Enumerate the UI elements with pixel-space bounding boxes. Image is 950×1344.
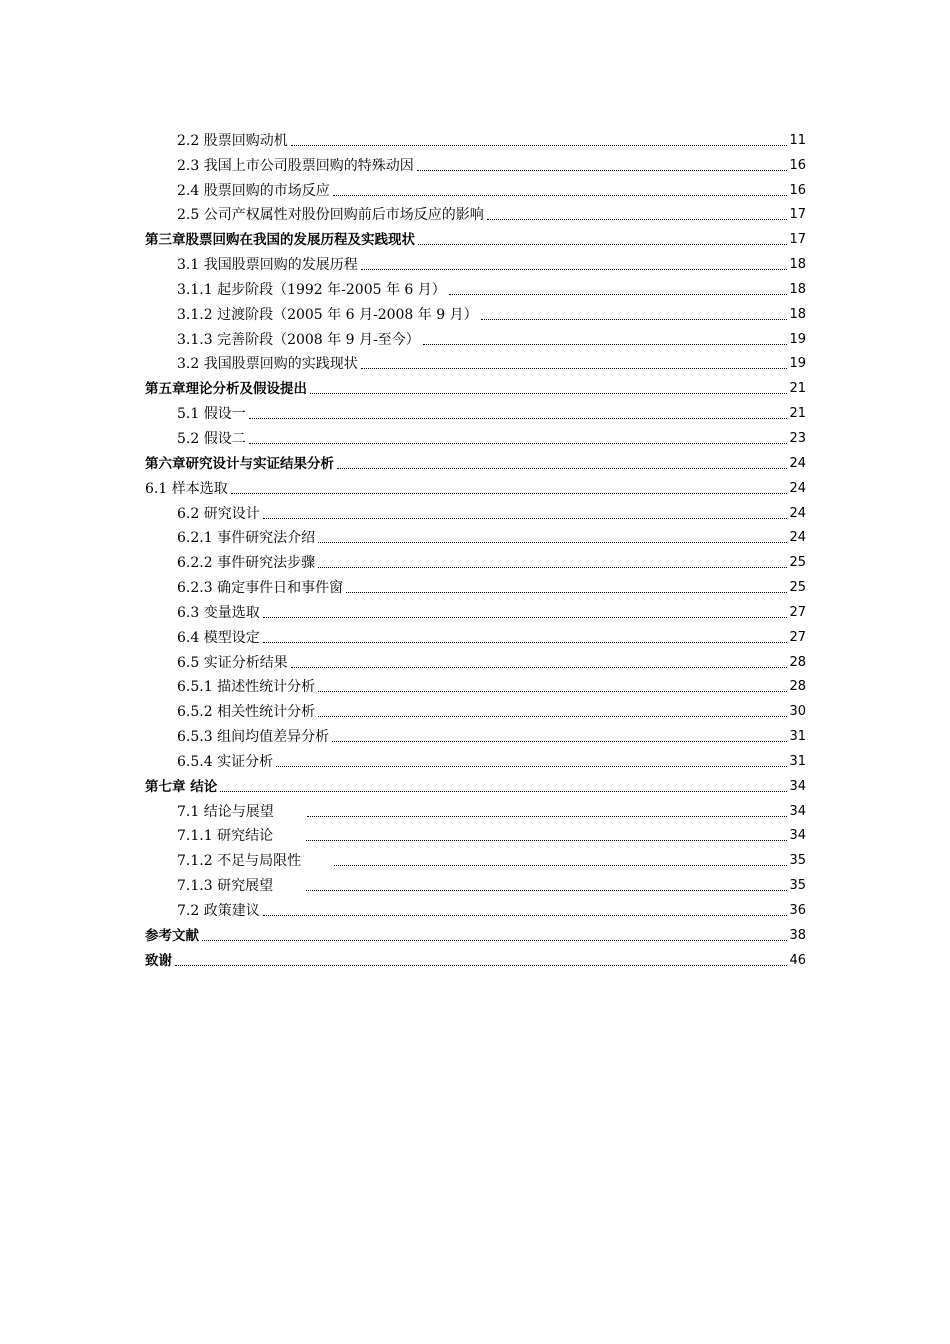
toc-dot-leader bbox=[249, 443, 788, 444]
toc-dot-leader bbox=[318, 542, 787, 543]
toc-dot-leader bbox=[481, 319, 788, 320]
toc-entry[interactable] bbox=[145, 672, 806, 697]
toc-entry-page-number: 16 bbox=[789, 157, 806, 173]
toc-dot-leader bbox=[291, 667, 788, 668]
toc-entry-title: 7.2 政策建议 bbox=[177, 903, 260, 919]
toc-dot-leader bbox=[310, 393, 787, 394]
toc-entry-title: 3.1.2 过渡阶段（2005 年 6 月-2008 年 9 月） bbox=[177, 306, 478, 323]
toc-entry-title: 6.5.3 组间均值差异分析 bbox=[177, 729, 330, 746]
toc-entry-title: 7.1.2 不足与局限性 bbox=[177, 853, 302, 870]
toc-entry[interactable] bbox=[145, 821, 806, 846]
toc-dot-leader bbox=[263, 518, 788, 519]
toc-entry-page-number: 21 bbox=[789, 406, 806, 422]
toc-dot-leader bbox=[306, 840, 787, 841]
toc-entry[interactable] bbox=[145, 845, 806, 870]
toc-entry-page-number: 23 bbox=[789, 430, 806, 446]
toc-entry-title: 参考文献 bbox=[145, 927, 199, 944]
toc-entry-page-number: 28 bbox=[789, 679, 806, 695]
toc-entry[interactable] bbox=[145, 796, 806, 821]
toc-entry-page-number: 31 bbox=[789, 753, 806, 769]
toc-entry-page-number: 18 bbox=[789, 281, 806, 297]
toc-entry-title: 2.5 公司产权属性对股份回购前后市场反应的影响 bbox=[177, 207, 484, 224]
toc-entry[interactable] bbox=[145, 423, 806, 448]
toc-entry-title: 5.2 假设二 bbox=[177, 430, 246, 447]
toc-entry-title: 第五章理论分析及假设提出 bbox=[145, 381, 307, 398]
toc-entry-page-number: 28 bbox=[789, 654, 806, 670]
toc-entry-page-number: 34 bbox=[789, 803, 806, 819]
toc-dot-leader bbox=[332, 741, 787, 742]
toc-entry[interactable] bbox=[145, 721, 806, 746]
toc-entry-title: 6.2 研究设计 bbox=[177, 505, 260, 522]
toc-entry-page-number: 27 bbox=[789, 629, 806, 645]
toc-entry-title: 3.1 我国股票回购的发展历程 bbox=[177, 257, 358, 274]
toc-dot-leader bbox=[361, 368, 788, 369]
toc-entry-page-number: 35 bbox=[789, 878, 806, 894]
toc-entry-page-number: 18 bbox=[789, 306, 806, 322]
toc-entry[interactable] bbox=[145, 200, 806, 225]
toc-dot-leader bbox=[263, 642, 788, 643]
toc-entry-title: 6.2.2 事件研究法步骤 bbox=[177, 555, 316, 572]
toc-entry[interactable] bbox=[145, 175, 806, 200]
toc-entry[interactable] bbox=[145, 895, 806, 920]
toc-entry-title: 2.4 股票回购的市场反应 bbox=[177, 182, 330, 199]
toc-entry-title: 6.5.4 实证分析 bbox=[177, 753, 274, 770]
toc-entry-page-number: 21 bbox=[789, 381, 806, 397]
toc-entry-page-number: 24 bbox=[789, 530, 806, 546]
toc-entry[interactable] bbox=[145, 622, 806, 647]
toc-entry[interactable] bbox=[145, 125, 806, 150]
toc-entry[interactable] bbox=[145, 771, 806, 796]
toc-dot-leader bbox=[249, 418, 788, 419]
toc-entry-title: 3.1.3 完善阶段（2008 年 9 月-至今） bbox=[177, 331, 420, 348]
toc-dot-leader bbox=[334, 865, 787, 866]
toc-entry-title: 致谢 bbox=[145, 952, 172, 969]
toc-dot-leader bbox=[418, 244, 787, 245]
toc-dot-leader bbox=[487, 219, 788, 220]
toc-entry-page-number: 25 bbox=[789, 555, 806, 571]
toc-entry[interactable] bbox=[145, 870, 806, 895]
toc-entry-title: 第七章 结论 bbox=[145, 778, 218, 795]
toc-entry[interactable] bbox=[145, 249, 806, 274]
toc-entry-page-number: 17 bbox=[789, 207, 806, 223]
toc-dot-leader bbox=[231, 493, 788, 494]
toc-entry-page-number: 24 bbox=[789, 505, 806, 521]
toc-dot-leader bbox=[361, 269, 788, 270]
toc-dot-leader bbox=[417, 170, 788, 171]
toc-entry-page-number: 19 bbox=[789, 331, 806, 347]
toc-entry-title: 6.1 样本选取 bbox=[145, 480, 228, 497]
toc-entry-page-number: 16 bbox=[789, 182, 806, 198]
toc-dot-leader bbox=[307, 816, 788, 817]
toc-entry-page-number: 30 bbox=[789, 704, 806, 720]
toc-entry-title: 6.5.2 相关性统计分析 bbox=[177, 704, 316, 721]
toc-entry[interactable] bbox=[145, 473, 806, 498]
toc-entry-title: 3.1.1 起步阶段（1992 年-2005 年 6 月） bbox=[177, 281, 446, 298]
toc-entry-title: 6.2.1 事件研究法介绍 bbox=[177, 530, 316, 547]
toc-entry-page-number: 18 bbox=[789, 257, 806, 273]
toc-entry[interactable] bbox=[145, 398, 806, 423]
toc-entry[interactable] bbox=[145, 150, 806, 175]
toc-entry[interactable] bbox=[145, 224, 806, 249]
toc-entry-title: 6.2.3 确定事件日和事件窗 bbox=[177, 580, 344, 597]
toc-entry-title: 5.1 假设一 bbox=[177, 406, 246, 423]
toc-entry-title: 6.4 模型设定 bbox=[177, 629, 260, 646]
toc-entry-page-number: 38 bbox=[789, 927, 806, 943]
toc-entry-page-number: 35 bbox=[789, 853, 806, 869]
toc-entry-title: 6.3 变量选取 bbox=[177, 604, 260, 621]
toc-entry[interactable] bbox=[145, 448, 806, 473]
toc-entry-page-number: 27 bbox=[789, 604, 806, 620]
toc-entry-title: 7.1.3 研究展望 bbox=[177, 878, 274, 895]
toc-entry-title: 6.5 实证分析结果 bbox=[177, 654, 288, 671]
toc-dot-leader bbox=[220, 791, 787, 792]
toc-entry[interactable] bbox=[145, 523, 806, 548]
toc-entry[interactable] bbox=[145, 597, 806, 622]
toc-entry-title: 3.2 我国股票回购的实践现状 bbox=[177, 356, 358, 373]
toc-entry-page-number: 31 bbox=[789, 729, 806, 745]
toc-entry[interactable] bbox=[145, 746, 806, 771]
toc-entry-page-number: 24 bbox=[789, 480, 806, 496]
toc-entry-page-number: 34 bbox=[789, 778, 806, 794]
toc-dot-leader bbox=[318, 716, 787, 717]
toc-entry[interactable] bbox=[145, 696, 806, 721]
toc-entry[interactable] bbox=[145, 274, 806, 299]
toc-entry-page-number: 17 bbox=[789, 232, 806, 248]
toc-dot-leader bbox=[202, 940, 787, 941]
toc-entry[interactable] bbox=[145, 647, 806, 672]
toc-entry-title: 2.3 我国上市公司股票回购的特殊动因 bbox=[177, 157, 414, 174]
toc-entry-title: 第六章研究设计与实证结果分析 bbox=[145, 455, 334, 472]
toc-entry-page-number: 36 bbox=[789, 903, 806, 918]
toc-entry-page-number: 24 bbox=[789, 455, 806, 471]
toc-entry-title: 7.1.1 研究结论 bbox=[177, 828, 274, 845]
toc-dot-leader bbox=[306, 890, 787, 891]
toc-entry-title: 6.5.1 描述性统计分析 bbox=[177, 679, 316, 696]
toc-dot-leader bbox=[449, 294, 788, 295]
toc-entry[interactable] bbox=[145, 498, 806, 523]
toc-entry[interactable] bbox=[145, 299, 806, 324]
toc-dot-leader bbox=[175, 965, 787, 966]
toc-entry[interactable] bbox=[145, 324, 806, 349]
toc-dot-leader bbox=[346, 592, 787, 593]
toc-entry-title: 7.1 结论与展望 bbox=[177, 803, 274, 820]
table-of-contents bbox=[145, 125, 806, 970]
toc-entry-title: 第三章股票回购在我国的发展历程及实践现状 bbox=[145, 232, 415, 249]
toc-dot-leader bbox=[333, 195, 788, 196]
toc-dot-leader bbox=[423, 344, 788, 345]
toc-entry[interactable] bbox=[145, 945, 806, 970]
toc-entry-page-number: 46 bbox=[789, 952, 806, 968]
toc-entry-title: 2.2 股票回购动机 bbox=[177, 132, 288, 149]
toc-entry[interactable] bbox=[145, 373, 806, 398]
toc-entry-page-number: 25 bbox=[789, 580, 806, 596]
toc-dot-leader bbox=[291, 145, 788, 146]
toc-entry-page-number: 34 bbox=[789, 828, 806, 844]
toc-entry-page-number: 11 bbox=[789, 132, 806, 148]
toc-dot-leader bbox=[337, 468, 787, 469]
toc-dot-leader bbox=[318, 691, 787, 692]
toc-dot-leader bbox=[263, 617, 788, 618]
toc-entry[interactable] bbox=[145, 349, 806, 374]
toc-entry[interactable] bbox=[145, 920, 806, 945]
toc-dot-leader bbox=[263, 915, 788, 916]
toc-dot-leader bbox=[276, 766, 787, 767]
toc-entry[interactable] bbox=[145, 547, 806, 572]
toc-dot-leader bbox=[318, 567, 787, 568]
toc-entry-page-number: 19 bbox=[789, 356, 806, 372]
toc-entry[interactable] bbox=[145, 572, 806, 597]
